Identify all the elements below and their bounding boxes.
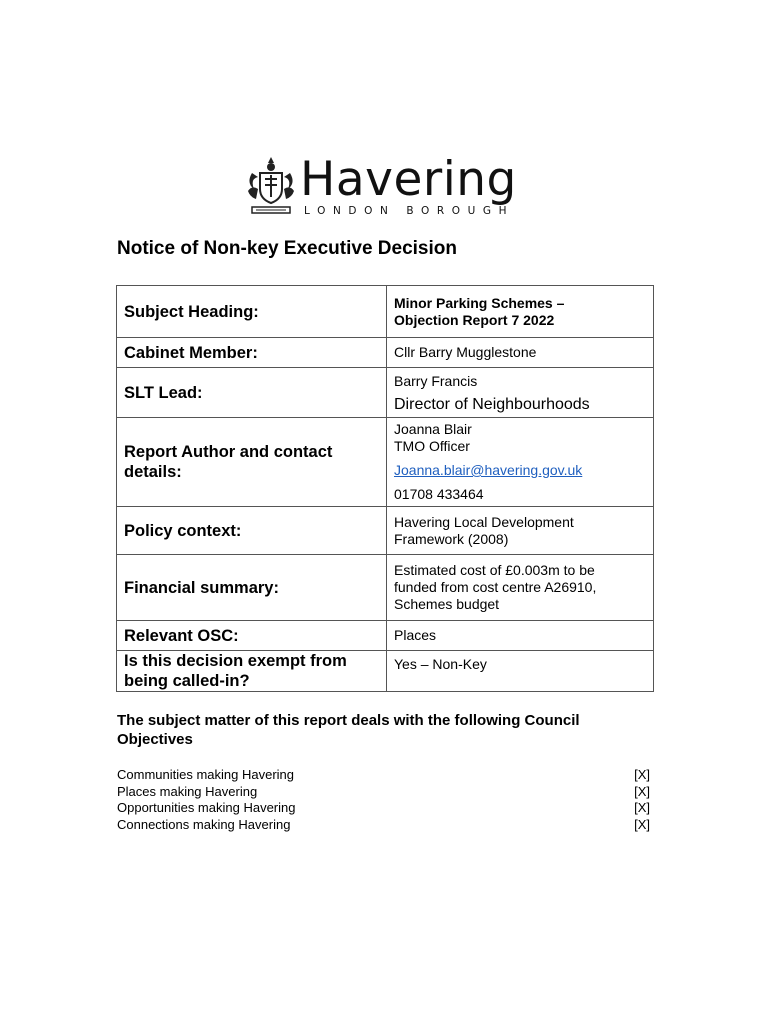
objective-mark: [X]: [634, 816, 650, 832]
cabinet-label: Cabinet Member:: [117, 338, 387, 368]
objective-label: Places making Havering: [117, 783, 258, 799]
slt-value: [387, 368, 654, 418]
author-name: Joanna Blair: [394, 421, 472, 437]
subject-label: Subject Heading:: [117, 286, 387, 338]
objective-label: Connections making Havering: [117, 816, 291, 832]
slt-label: SLT Lead:: [117, 368, 387, 418]
osc-label: Relevant OSC:: [117, 621, 387, 651]
exempt-label: [117, 651, 387, 692]
subject-value-line: Minor Parking Schemes –: [394, 294, 565, 311]
slt-role: Director of Neighbourhoods: [394, 395, 590, 413]
subject-value: [387, 286, 654, 338]
list-item: [117, 784, 650, 801]
objective-label: Communities making Havering: [117, 767, 295, 782]
table-row: [117, 286, 654, 338]
table-row: [117, 368, 654, 418]
subject-value-line: Objection Report 7 2022: [394, 311, 555, 328]
policy-value: [387, 507, 654, 555]
decision-details-table: [116, 285, 654, 692]
author-email-link[interactable]: Joanna.blair@havering.gov.uk: [394, 462, 583, 478]
table-row: [117, 621, 654, 651]
policy-label: Policy context:: [117, 507, 387, 555]
list-item: [117, 800, 650, 817]
financial-value-line: Schemes budget: [394, 596, 500, 612]
havering-crest-icon: [244, 155, 298, 217]
table-row: [117, 555, 654, 621]
cabinet-value: Cllr Barry Mugglestone: [387, 338, 654, 368]
financial-label: Financial summary:: [117, 555, 387, 621]
table-row: [117, 338, 654, 368]
exempt-label-line: being called-in?: [124, 672, 250, 690]
financial-value-line: funded from cost centre A26910,: [394, 579, 597, 595]
list-item: [117, 817, 650, 834]
list-item: [117, 767, 650, 784]
table-row: [117, 507, 654, 555]
policy-value-line: Framework (2008): [394, 530, 509, 547]
table-row: [117, 418, 654, 507]
policy-value-line: Havering Local Development: [394, 513, 574, 530]
author-phone: 01708 433464: [394, 486, 484, 502]
exempt-label-line: Is this decision exempt from: [124, 652, 347, 670]
objective-mark: [X]: [634, 767, 650, 782]
osc-value: Places: [387, 621, 654, 651]
objectives-list: [117, 767, 650, 833]
slt-name: Barry Francis: [394, 372, 478, 389]
havering-logo: [240, 153, 530, 219]
author-label: [117, 418, 387, 507]
objective-label: Opportunities making Havering: [117, 800, 296, 815]
objectives-heading: The subject matter of this report deals with the following Council Objectives: [117, 712, 580, 748]
objective-mark: [X]: [634, 783, 650, 799]
author-label-line: details:: [124, 463, 182, 481]
objective-mark: [X]: [634, 800, 650, 815]
table-row: [117, 651, 654, 692]
author-role: TMO Officer: [394, 438, 470, 454]
brand-name: Havering: [300, 152, 517, 207]
page-title: Notice of Non-key Executive Decision: [117, 238, 457, 259]
financial-value-line: Estimated cost of £0.003m to be: [394, 562, 595, 578]
exempt-value: Yes – Non-Key: [387, 651, 654, 692]
brand-subtitle: LONDON BOROUGH: [304, 205, 515, 217]
author-value: [387, 418, 654, 507]
financial-value: [387, 555, 654, 621]
author-label-line: Report Author and contact: [124, 443, 333, 461]
